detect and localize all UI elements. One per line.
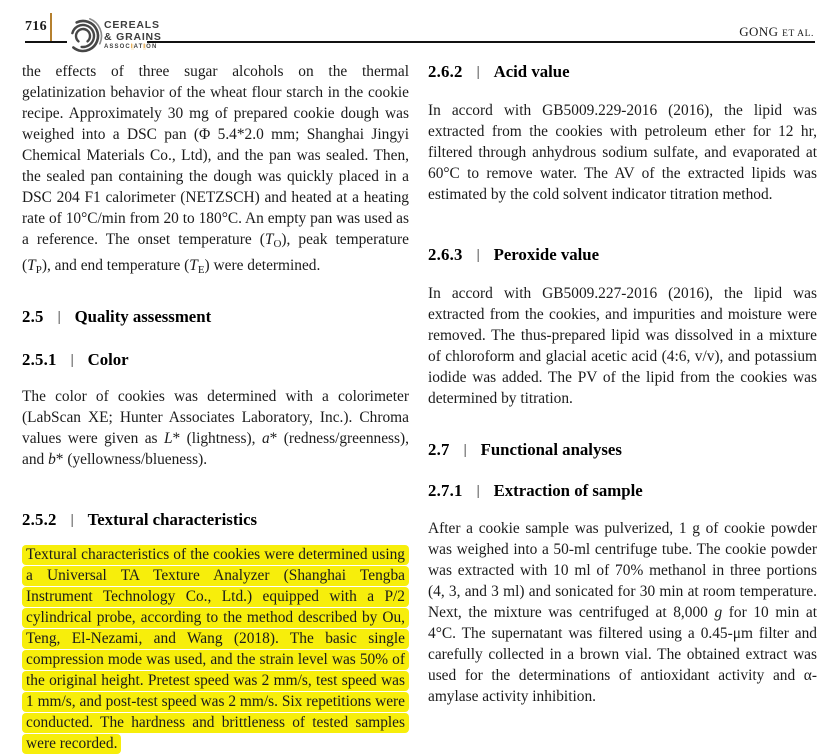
section-number: 2.5.1 [22,350,57,369]
section-separator: | [70,352,74,368]
section-number: 2.6.2 [428,62,463,81]
cereals-grains-logo [61,14,162,56]
paragraph-acid-value: In accord with GB5009.229-2016 (2016), the lipid was extracted from the cookies with petroleum ether for 12 hr, filtered through anhydrous sodium sulfate, and evaporated at 60°C to remove water. The AV of the extracted lipids was estimated by the cold solvent indicator titration method. [428,102,817,203]
section-number: 2.7 [428,440,450,459]
section-title: Textural characteristics [87,510,258,529]
running-head-etal: ET AL. [782,29,814,39]
logo-line-association: ASSOCIATION [104,44,158,50]
paragraph-dsc-method: the effects of three sugar alcohols on the thermal gelatinization behavior of the wheat flour starch in the cookie recipe. Approximately 30 mg of prepared cookie dough was weighed into a DSC pan (Φ 5.4*2.0 mm; Shanghai Jingyi Chemical Materials Co., Ltd), and the pan was sealed. Then, the sealed pan containing the dough was quickly placed in a DSC 204 F1 calorimeter (NETZSCH) and heated at a heating rate of 10°C/min from 20 to 180°C. An empty pan was used as a reference. The onset temperature (TO), peak temperature (TP), and end temperature (TE) were determined. [22,63,409,276]
section-title: Color [87,350,129,369]
page-number: 716 [25,19,47,34]
paragraph-color: The color of cookies was determined with a colorimeter (LabScan XE; Hunter Associates Laboratory, Inc.). Chroma values were given as L* (lightness), a* (redness/greenness), and b* (yellowness/blueness). [22,388,410,468]
section-separator: | [70,512,74,528]
paragraph-peroxide-value: In accord with GB5009.227-2016 (2016), the lipid was extracted from the cookies, and impurities and moisture were removed. The thus-prepared lipid was dissolved in a mixture of chloroform and glacial acetic acid (4:6, v/v), and potassium iodide was added. The PV of the lipid from the cookies was determined by titration. [428,285,817,407]
section-number: 2.7.1 [428,481,463,500]
section-separator: | [463,442,467,458]
section-separator: | [476,64,480,80]
logo-line-cereals: CEREALS [104,19,160,31]
section-title: Peroxide value [493,245,600,264]
section-separator: | [476,247,480,263]
left-column [22,55,409,754]
section-title: Quality assessment [74,307,212,326]
right-column [428,55,817,707]
logo-swirl-icon [61,14,103,56]
section-heading-2-5 [22,307,409,327]
paragraph-textural-highlighted [22,544,409,754]
section-heading-2-5-2 [22,510,409,530]
section-heading-2-6-3 [428,245,817,265]
running-head [739,24,814,40]
header-rule-right [147,41,815,43]
section-number: 2.6.3 [428,245,463,264]
section-separator: | [57,309,61,325]
paragraph-extraction: After a cookie sample was pulverized, 1 g of cookie powder was weighed into a 50-ml centrifuge tube. The cookie powder was extracted with 10 ml of 70% methanol in three portions (4, 3, and 3 ml) and sonicated for 30 min at room temperature. Next, the mixture was centrifuged at 8,000 g for 10 min at 4°C. The supernatant was filtered using a 0.45-μm filter and carefully collected in a brown vial. The obtained extract was used for the determinations of antioxidant activity and α-amylase activity inhibition. [428,520,817,705]
running-head-author: GONG [739,24,779,39]
logo-wordmark [104,20,162,50]
section-heading-2-6-2 [428,62,817,82]
highlight-annotation: Textural characteristics of the cookies were determined using a Universal TA Texture Analyzer (Shanghai Tengba Instrument Technology Co., Ltd.) equipped with a P/2 cylindrical probe, according to the method described by Ou, Teng, El-Nezami, and Wang (2018). The basic single compression mode was used, and the strain level was 50% of the original height. Pretest speed was 2 mm/s, test speed was 1 mm/s, and post-test speed was 2 mm/s. Six repetitions were conducted. The hardness and brittleness of tested samples were recorded. [22,545,409,754]
section-title: Acid value [493,62,570,81]
section-heading-2-5-1 [22,350,409,370]
logo-line-grains: & GRAINS [104,30,162,43]
section-number: 2.5 [22,307,44,326]
header-accent-bar [50,13,52,41]
section-separator: | [476,483,480,499]
section-heading-2-7 [428,440,817,460]
section-title: Functional analyses [480,440,622,459]
section-number: 2.5.2 [22,510,57,529]
section-title: Extraction of sample [493,481,643,500]
section-heading-2-7-1 [428,481,817,501]
